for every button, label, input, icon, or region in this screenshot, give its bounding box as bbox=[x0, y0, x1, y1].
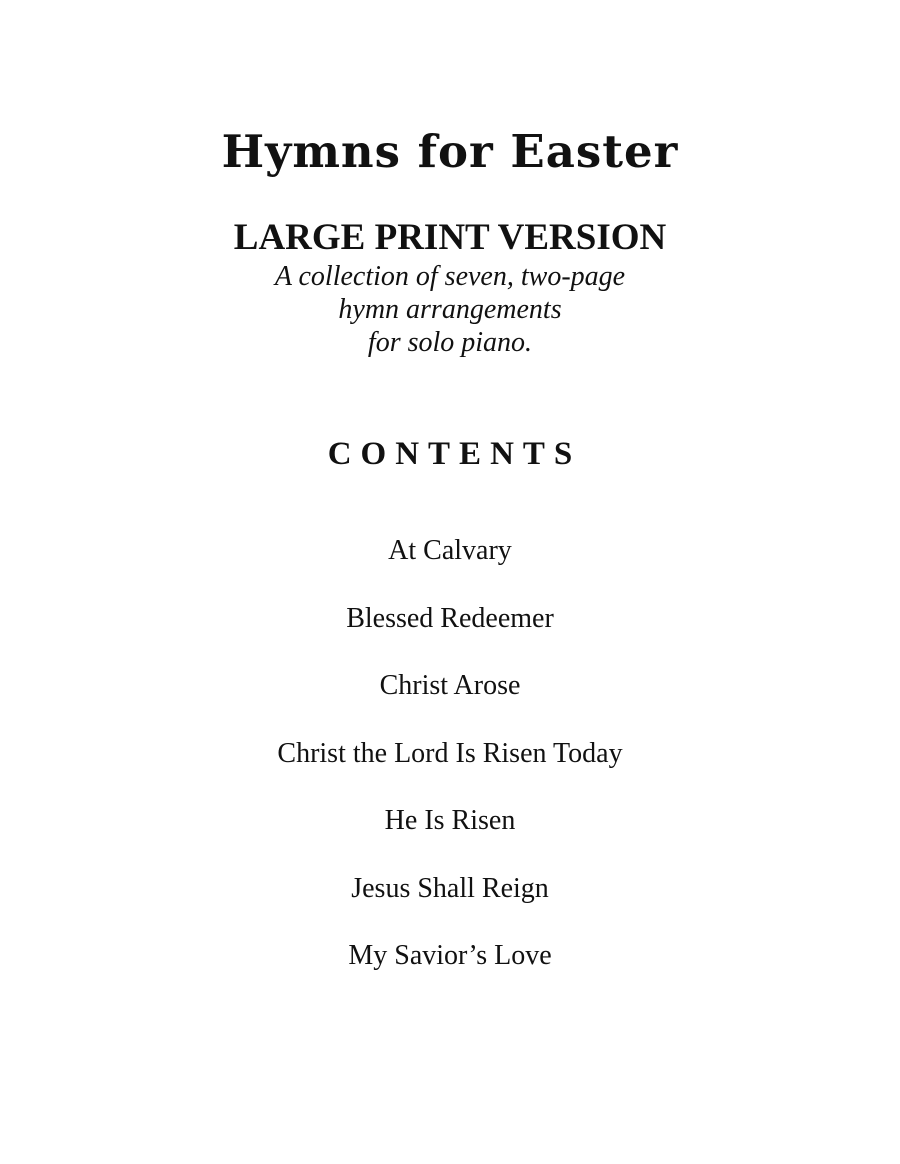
document-subtitle: LARGE PRINT VERSION bbox=[233, 217, 667, 258]
description-line: A collection of seven, two-page bbox=[274, 261, 626, 292]
contents-item: Christ Arose bbox=[379, 670, 521, 701]
document-title: Hymns for Easter bbox=[221, 125, 679, 178]
contents-item: My Savior’s Love bbox=[348, 940, 552, 971]
contents-item: Christ the Lord Is Risen Today bbox=[277, 737, 623, 769]
contents-item: He Is Risen bbox=[384, 805, 516, 836]
description-line: hymn arrangements bbox=[338, 294, 562, 325]
contents-item: Jesus Shall Reign bbox=[351, 872, 549, 904]
document-description bbox=[0, 260, 900, 359]
contents-item: Blessed Redeemer bbox=[346, 602, 554, 634]
contents-heading: CONTENTS bbox=[327, 436, 582, 472]
contents-list bbox=[0, 533, 900, 1006]
description-line: for solo piano. bbox=[367, 327, 533, 358]
contents-item: At Calvary bbox=[388, 535, 512, 566]
